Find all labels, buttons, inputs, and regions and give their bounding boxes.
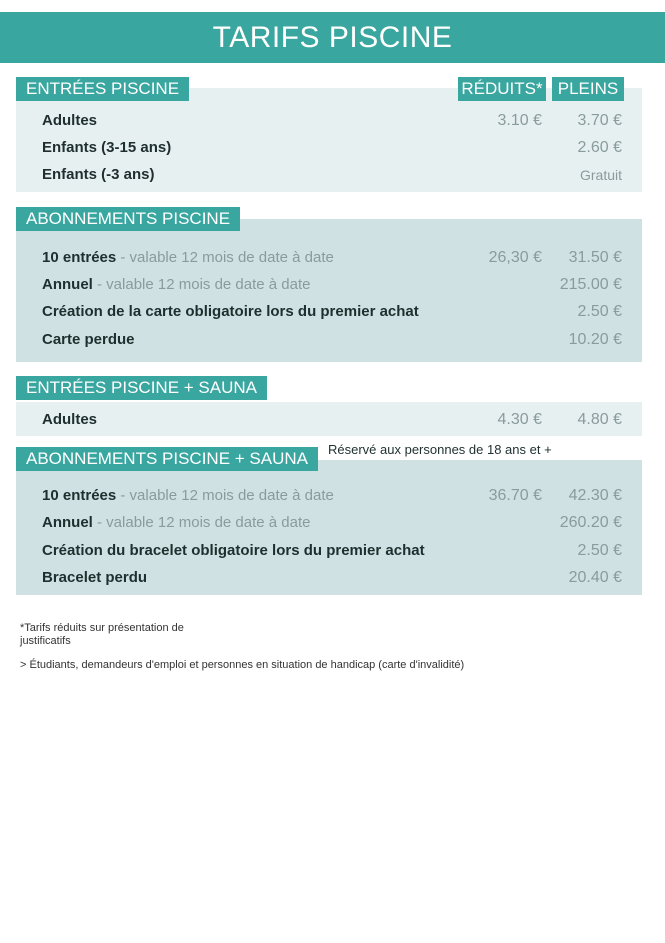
row-name: 10 entrées	[42, 249, 117, 266]
row-detail: - valable 12 mois de date à date	[116, 249, 334, 266]
price-row	[42, 483, 622, 509]
section-label: ENTRÉES PISCINE + SAUNA	[16, 376, 267, 400]
price-row	[42, 407, 622, 433]
footnote-eligible-persons: > Étudiants, demandeurs d'emploi et personnes en situation de handicap (carte d'invalidité)	[20, 659, 465, 671]
page-title: TARIFS PISCINE	[212, 21, 453, 54]
section-abonnements-piscine	[16, 207, 642, 362]
full-price: 2.50 €	[577, 542, 622, 559]
price-row	[42, 162, 622, 188]
section-label: ABONNEMENTS PISCINE + SAUNA	[16, 447, 318, 471]
full-price: 31.50 €	[568, 249, 622, 266]
row-name: Création de la carte obligatoire lors du premier achat	[42, 303, 419, 320]
full-price: 215.00 €	[559, 276, 622, 293]
full-price: 10.20 €	[568, 331, 622, 348]
reduced-price: 26,30 €	[488, 249, 542, 266]
row-name: Annuel	[42, 276, 93, 293]
price-row	[42, 299, 622, 325]
row-name: Adultes	[42, 411, 98, 428]
section-abonnements-piscine-sauna	[16, 442, 642, 595]
row-name: Annuel	[42, 514, 93, 531]
row-name: Bracelet perdu	[42, 569, 148, 586]
price-row	[42, 108, 622, 134]
section-label: ABONNEMENTS PISCINE	[16, 207, 240, 231]
section-entrees-piscine-sauna	[16, 376, 642, 436]
reduced-price: 3.10 €	[497, 112, 542, 129]
full-price: 2.50 €	[577, 303, 622, 320]
footnote-reduced-rates: *Tarifs réduits sur présentation de justificatifs	[20, 622, 184, 647]
reduced-price: 4.30 €	[497, 411, 542, 428]
price-row	[42, 245, 622, 271]
row-name: Enfants (3-15 ans)	[42, 139, 172, 156]
price-row	[42, 135, 622, 161]
row-name: Création du bracelet obligatoire lors du premier achat	[42, 542, 425, 559]
row-detail: - valable 12 mois de date à date	[116, 487, 334, 504]
section-label: ENTRÉES PISCINE	[16, 77, 189, 101]
row-name: Carte perdue	[42, 331, 135, 348]
row-name: 10 entrées	[42, 487, 117, 504]
full-price: 260.20 €	[559, 514, 622, 531]
price-row	[42, 510, 622, 536]
price-row	[42, 327, 622, 353]
price-row	[42, 272, 622, 298]
age-restriction-note: Réservé aux personnes de 18 ans et +	[328, 442, 552, 457]
full-price: 2.60 €	[577, 139, 622, 156]
full-price: 3.70 €	[577, 112, 622, 129]
price-row	[42, 538, 622, 564]
full-price: 4.80 €	[577, 411, 622, 428]
section-entrees-piscine	[16, 77, 642, 192]
page-title-bar	[0, 12, 665, 63]
full-price: 20.40 €	[568, 569, 622, 586]
full-price: Gratuit	[579, 167, 622, 183]
row-detail: - valable 12 mois de date à date	[92, 514, 311, 531]
column-header-pleins: PLEINS	[552, 77, 624, 101]
price-row	[42, 565, 622, 591]
row-name: Adultes	[42, 112, 98, 129]
row-detail: - valable 12 mois de date à date	[92, 276, 311, 293]
column-header-reduits: RÉDUITS*	[458, 77, 546, 101]
reduced-price: 36.70 €	[488, 487, 542, 504]
row-name: Enfants (-3 ans)	[42, 166, 155, 183]
full-price: 42.30 €	[568, 487, 622, 504]
